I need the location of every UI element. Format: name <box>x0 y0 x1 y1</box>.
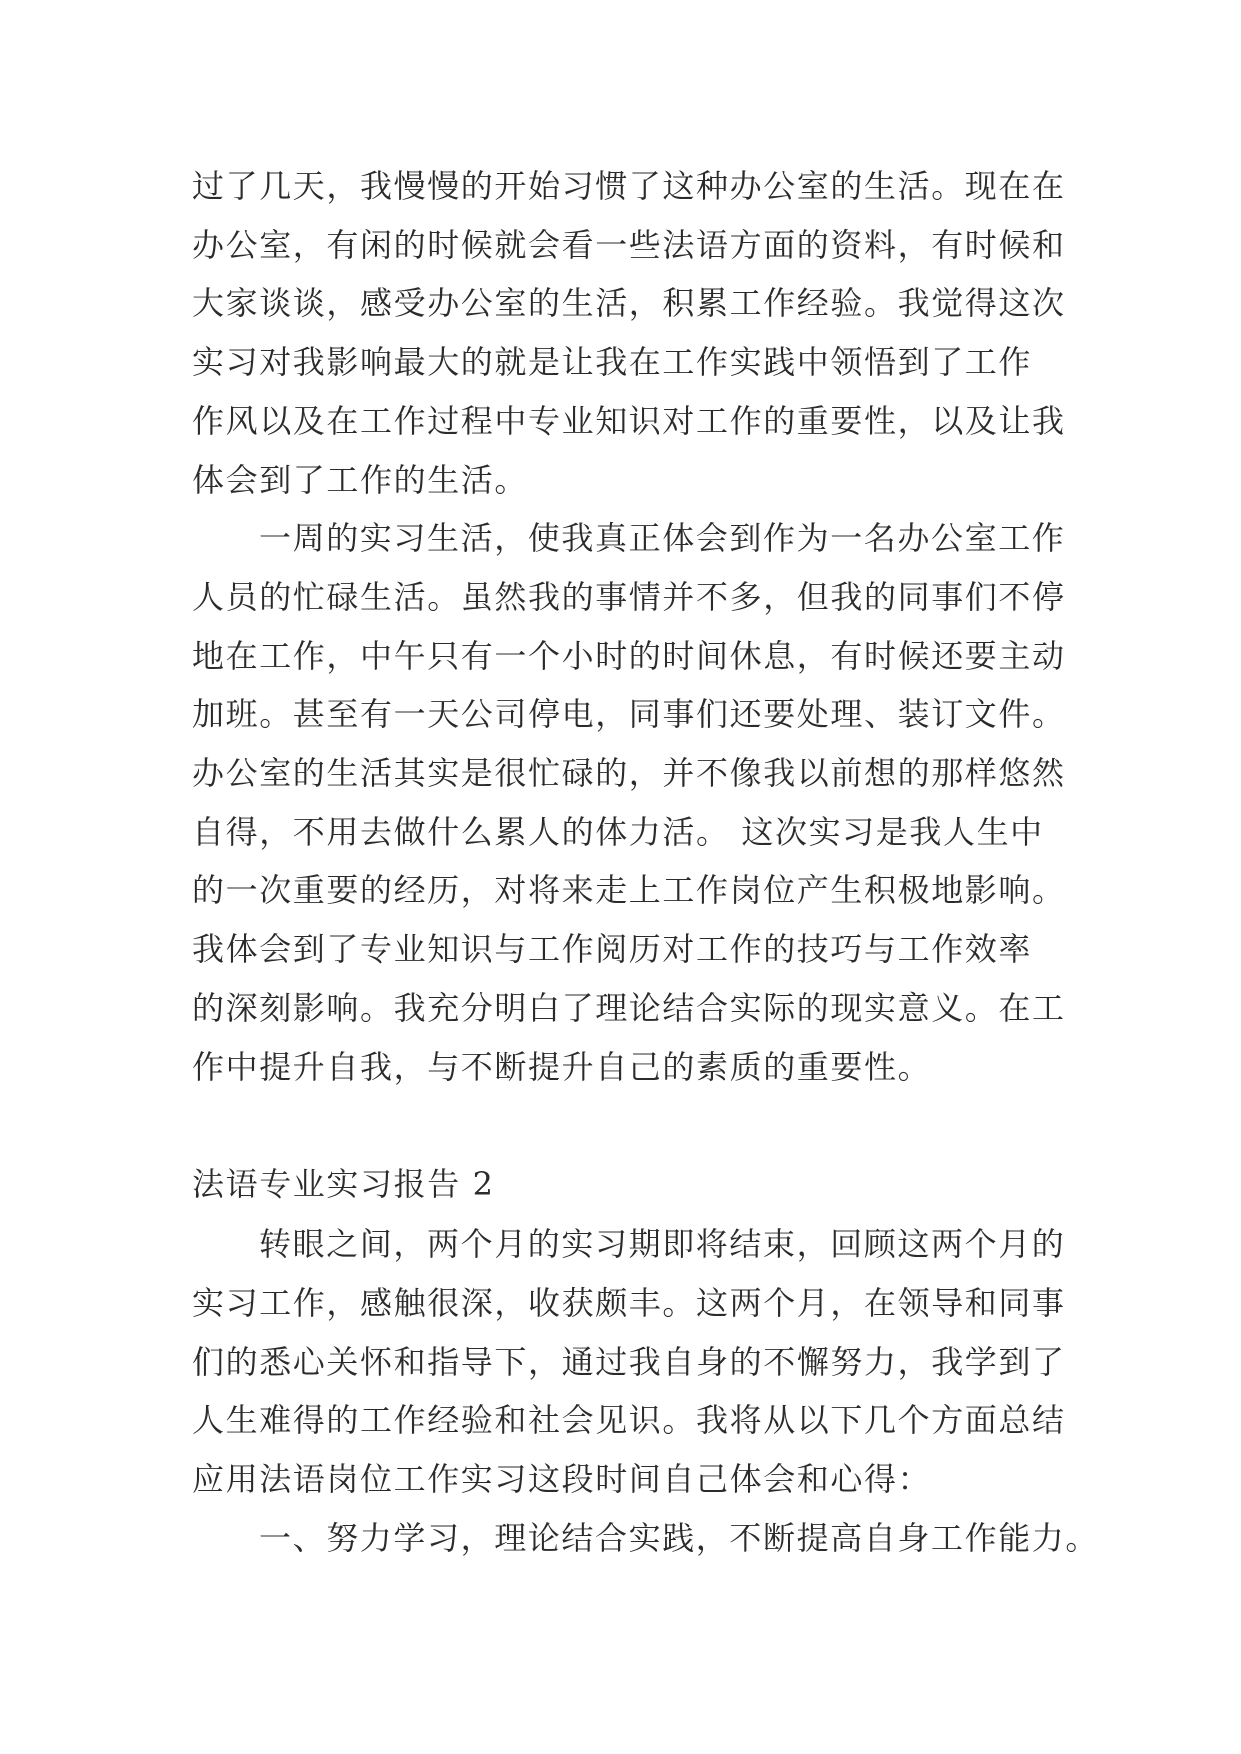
text-line: 作中提升自我，与不断提升自己的素质的重要性。 <box>192 1048 932 1086</box>
text-line: 应用法语岗位工作实习这段时间自己体会和心得： <box>192 1460 932 1498</box>
text-line: 实习工作，感触很深，收获颇丰。这两个月，在领导和同事 <box>192 1284 1066 1322</box>
text-line: 加班。甚至有一天公司停电，同事们还要处理、装订文件。 <box>192 695 1066 733</box>
text-line: 地在工作，中午只有一个小时的时间休息，有时候还要主动 <box>192 637 1066 675</box>
text-line: 体会到了工作的生活。 <box>192 461 529 499</box>
text-line: 的一次重要的经历，对将来走上工作岗位产生积极地影响。 <box>192 871 1066 909</box>
text-line: 转眼之间，两个月的实习期即将结束，回顾这两个月的 <box>259 1225 1066 1263</box>
text-line: 一、努力学习，理论结合实践，不断提高自身工作能力。 <box>259 1519 1100 1557</box>
text-line: 人员的忙碌生活。虽然我的事情并不多，但我的同事们不停 <box>192 578 1066 616</box>
text-line: 过了几天，我慢慢的开始习惯了这种办公室的生活。现在在 <box>192 167 1066 205</box>
text-line: 的深刻影响。我充分明白了理论结合实际的现实意义。在工 <box>192 989 1066 1027</box>
section-title: 法语专业实习报告 2 <box>192 1165 495 1203</box>
text-line: 自得，不用去做什么累人的体力活。 这次实习是我人生中 <box>192 813 1044 851</box>
text-line: 实习对我影响最大的就是让我在工作实践中领悟到了工作 <box>192 343 1033 381</box>
text-line: 办公室的生活其实是很忙碌的，并不像我以前想的那样悠然 <box>192 754 1066 792</box>
text-line: 作风以及在工作过程中专业知识对工作的重要性，以及让我 <box>192 402 1066 440</box>
text-line: 们的悉心关怀和指导下，通过我自身的不懈努力，我学到了 <box>192 1343 1066 1381</box>
text-line: 大家谈谈，感受办公室的生活，积累工作经验。我觉得这次 <box>192 284 1066 322</box>
text-line: 办公室，有闲的时候就会看一些法语方面的资料，有时候和 <box>192 226 1066 264</box>
text-line: 一周的实习生活，使我真正体会到作为一名办公室工作 <box>259 519 1066 557</box>
text-line: 我体会到了专业知识与工作阅历对工作的技巧与工作效率 <box>192 930 1033 968</box>
text-line: 人生难得的工作经验和社会见识。我将从以下几个方面总结 <box>192 1401 1066 1439</box>
